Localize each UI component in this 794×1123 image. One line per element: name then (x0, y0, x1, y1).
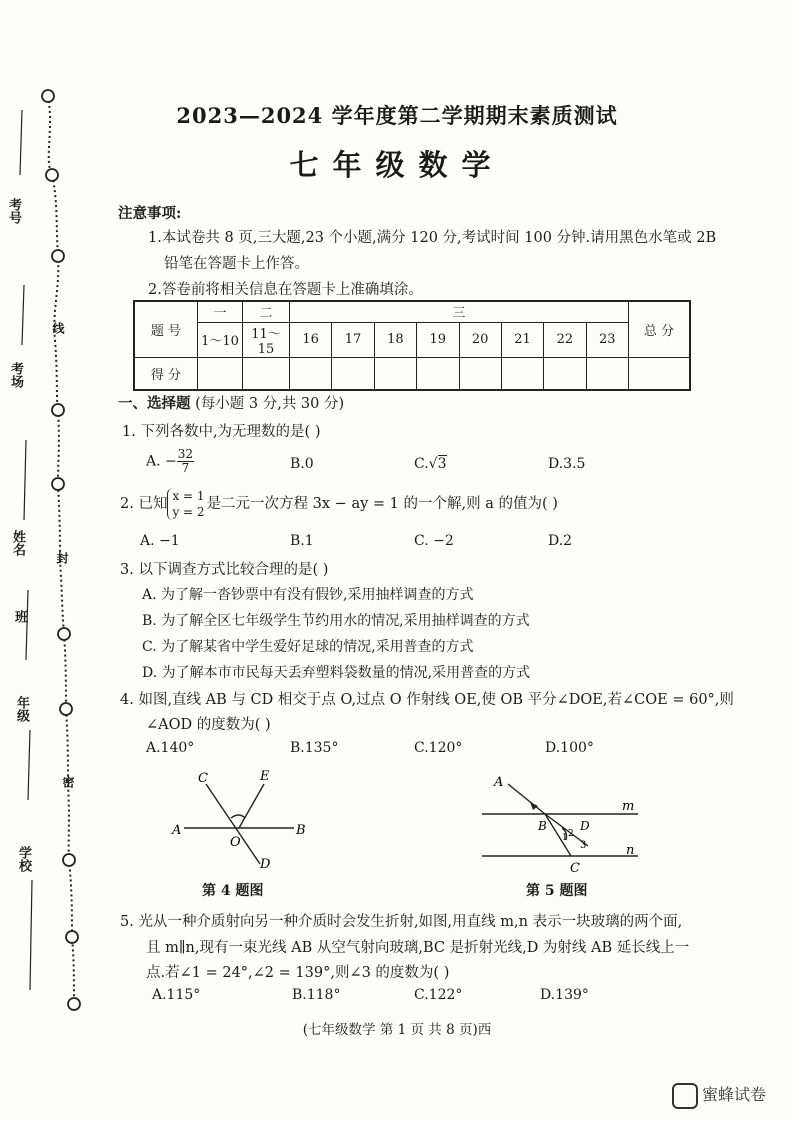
q2-system (167, 488, 204, 520)
q1-option-a-sign: A. − (146, 453, 177, 470)
q1-stem: 1. 下列各数中,为无理数的是( ) (122, 424, 321, 440)
fig5-label-angle-2: 2 (568, 829, 574, 839)
margin-mark-xian: 线 (51, 322, 65, 334)
margin-mark-feng: 封 (55, 552, 69, 564)
q2-option-b: B.1 (290, 533, 314, 549)
score-cell (459, 357, 501, 390)
page-footer: (七年级数学 第 1 页 共 8 页)西 (302, 1022, 492, 1038)
margin-label-xingming: 姓名 (10, 530, 25, 556)
score-table-score-label: 得 分 (134, 357, 198, 390)
q5-option-a: A.115° (152, 987, 201, 1003)
score-table-num: 19 (417, 322, 459, 357)
score-table (133, 300, 691, 391)
score-table-num: 16 (290, 322, 332, 357)
q1-option-c-radicand: 3 (437, 456, 447, 472)
fig5-label-angle-1: 1 (562, 833, 568, 843)
fig5-label-n: n (626, 843, 635, 858)
fig5-ray-ab (508, 784, 545, 814)
score-table-group-3: 三 (290, 301, 629, 322)
score-table-num: 17 (332, 322, 374, 357)
margin-label-xuexiao: 学校 (16, 846, 31, 872)
fig5-label-a: A (494, 775, 504, 790)
q4-option-a: A.140° (146, 740, 195, 756)
notes-heading: 注意事项: (118, 205, 182, 222)
section-1-title: 一、选择题 (118, 395, 191, 412)
q1-option-c (414, 456, 447, 472)
q4-option-d: D.100° (545, 740, 594, 756)
q2-stem-text: 是二元一次方程 3x − ay = 1 的一个解,则 a 的值为( ) (206, 496, 558, 512)
q3-option-b: B. 为了解全区七年级学生节约用水的情况,采用抽样调查的方式 (142, 613, 530, 629)
q2-prefix: 2. 已知 (120, 496, 168, 512)
fig4-label-e: E (260, 769, 270, 784)
fig4-ray-oe (239, 784, 264, 828)
q1-option-d: D.3.5 (548, 456, 586, 472)
note-2: 2.答卷前将相关信息在答题卡上准确填涂。 (148, 282, 423, 298)
fig4-label-b: B (296, 823, 306, 838)
score-cell (544, 357, 586, 390)
score-cell (501, 357, 543, 390)
q1-option-a-denominator: 7 (181, 461, 190, 475)
q5-option-b: B.118° (292, 987, 341, 1003)
fig4-label-c: C (198, 771, 208, 786)
fig4-line-cd (206, 784, 260, 864)
note-1-line-2: 铅笔在答题卡上作答。 (164, 256, 309, 272)
score-cell (290, 357, 332, 390)
exam-subject: 七年级数学 (289, 148, 505, 182)
score-table-num: 21 (501, 322, 543, 357)
fig5-label-b: B (538, 819, 547, 833)
margin-label-ban: 班 (12, 610, 27, 623)
score-table-range-1: 1～10 (198, 322, 243, 357)
q3-stem: 3. 以下调查方式比较合理的是( ) (120, 562, 329, 578)
score-cell (198, 357, 243, 390)
q1-option-c-label: C. (414, 456, 429, 472)
figure-4 (168, 768, 328, 878)
q5-line-2: 且 m∥n,现有一束光线 AB 从空气射向玻璃,BC 是折射光线,D 为射线 AB 延长线上一 (146, 940, 690, 956)
fig4-label-d: D (260, 857, 271, 872)
q5-line-1: 5. 光从一种介质射向另一种介质时会发生折射,如图,用直线 m,n 表示一块玻璃的两个面, (120, 914, 683, 930)
q1-option-b: B.0 (290, 456, 314, 472)
bee-logo-icon (672, 1083, 698, 1109)
q4-option-b: B.135° (290, 740, 339, 756)
watermark-logo-text: 蜜蜂试卷 (701, 1085, 766, 1104)
watermark-logo (672, 1082, 766, 1109)
q2-system-eq-1: x = 1 (172, 489, 205, 503)
score-table-num: 20 (459, 322, 501, 357)
score-cell (586, 357, 628, 390)
score-table-num: 18 (374, 322, 416, 357)
fig5-label-m: m (622, 799, 635, 814)
fig5-arrow-icon (530, 802, 538, 810)
sqrt-icon: √ (428, 456, 438, 472)
score-table-group-2: 二 (243, 301, 290, 322)
q5-option-c: C.122° (414, 987, 463, 1003)
score-table-group-1: 一 (198, 301, 243, 322)
exam-title: 2023—2024 学年度第二学期期末素质测试 (176, 103, 618, 128)
q5-line-3: 点.若∠1 = 24°,∠2 = 139°,则∠3 的度数为( ) (146, 965, 450, 981)
score-cell (417, 357, 459, 390)
section-1-note: (每小题 3 分,共 30 分) (195, 396, 345, 412)
q2-stem (120, 488, 558, 520)
fig5-label-d: D (580, 819, 590, 833)
margin-label-kaochang: 考场 (8, 362, 23, 388)
score-table-num: 23 (586, 322, 628, 357)
fig4-angle-arc (231, 815, 245, 818)
q3-option-a: A. 为了解一沓钞票中有没有假钞,采用抽样调查的方式 (142, 587, 474, 603)
score-cell (629, 357, 691, 390)
fig5-label-c: C (570, 861, 580, 876)
q1-option-a (146, 448, 194, 475)
score-table-total: 总 分 (629, 301, 691, 357)
margin-label-kaohao: 考号 (6, 198, 21, 224)
margin-mark-mi: 密 (61, 776, 75, 788)
q2-system-eq-2: y = 2 (172, 505, 205, 519)
q4-line-2: ∠AOD 的度数为( ) (146, 717, 271, 733)
q4-line-1: 4. 如图,直线 AB 与 CD 相交于点 O,过点 O 作射线 OE,使 OB 平分∠DOE,若∠COE = 60°,则 (120, 692, 734, 708)
q5-option-d: D.139° (540, 987, 589, 1003)
q3-option-c: C. 为了解某省中学生爱好足球的情况,采用普查的方式 (142, 639, 474, 655)
q2-option-c: C. −2 (414, 533, 454, 549)
score-table-num: 22 (544, 322, 586, 357)
figure-5-caption: 第 5 题图 (526, 883, 588, 899)
q1-option-a-numerator: 32 (177, 447, 194, 461)
figure-4-caption: 第 4 题图 (202, 883, 264, 899)
note-1-line-1: 1.本试卷共 8 页,三大题,23 个小题,满分 120 分,考试时间 100 分钟.请用黑色水笔或 2B (148, 230, 717, 246)
fig4-label-o: O (230, 835, 241, 850)
margin-label-nianji: 年级 (14, 696, 29, 722)
score-table-qnum-label: 题 号 (134, 301, 198, 357)
q2-option-a: A. −1 (140, 533, 180, 549)
section-1-heading (118, 392, 344, 413)
fig5-label-angle-3: 3 (580, 840, 587, 851)
score-cell (332, 357, 374, 390)
q4-option-c: C.120° (414, 740, 463, 756)
score-table-range-2: 11～15 (243, 322, 290, 357)
q2-option-d: D.2 (548, 533, 573, 549)
fig4-label-a: A (172, 823, 182, 838)
q3-option-d: D. 为了解本市市民每天丢弃塑料袋数量的情况,采用普查的方式 (142, 665, 531, 681)
figure-5 (478, 768, 658, 878)
q1-option-a-fraction (177, 448, 194, 475)
score-cell (374, 357, 416, 390)
score-cell (243, 357, 290, 390)
